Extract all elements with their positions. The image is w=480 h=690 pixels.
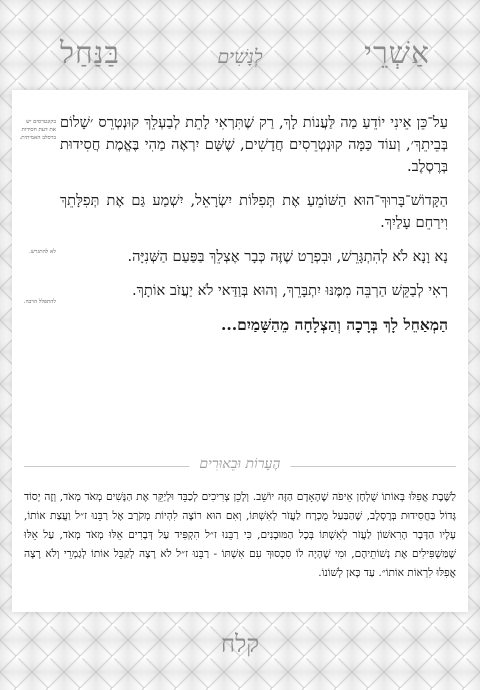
sidenote: להתפלל הרבה. <box>23 299 56 305</box>
paragraph: עַל־כֵּן אֵינִי יוֹדֵעַ מַה לַּעֲנוֹת לָךְ, רַק שֶׁתִּרְאִי לָתֵת לְבַעְלֵךְ קוּנְטְרֵס ׳שָׁלוֹם בְּבֵיתֵךְ׳, וְעוֹד כַּמָּה קוּנְטְרֵסִים חֲדָשִׁים, שֶׁשָּׁם יִרְאֶה מַהִי בֶּאֱמֶת חֲסִידוּת בְּרֶסְלֶב. <box>60 114 448 175</box>
header-right-title: אַשְׁרֵי <box>364 36 430 71</box>
paragraph: נָא וָנָא לֹא לְהִתְגָּרֵשׁ, וּבִפְרָט שֶׁזֶּה כְּבָר אֶצְלֵךְ בַּפַּעַם הַשְּׁנִיָּה. <box>127 248 448 265</box>
page-header <box>0 36 480 76</box>
main-text <box>60 112 448 348</box>
notes-text: לַשֶּׁבֶת אֲפִלּוּ בְּאוֹתוֹ שֻׁלְחָן אֵיפֹה שֶׁהָאָדָם הַזֶּה יוֹשֵׁב. וְלָכֵן צְרִיכִים לְכַבֵּד וּלְיַקֵּר אֶת הַנָּשִׁים מְאֹד מְאֹד, וְזֶה יְסוֹד גָּדוֹל בַּחֲסִידוּת בְּרֶסְלֶב, שֶׁהַבַּעַל מֻכְרָח לַעֲזֹר לְאִשְׁתּוֹ, וְאִם הוּא רוֹצֶה לִהְיוֹת מְקֹרָב אֶל רַבֵּנוּ ז״ל וַעֲצַת אוֹתוֹ, עָלָיו הַדָּבָר הָרִאשׁוֹן לַעֲזֹר לְאִשְׁתּוֹ בְּכָל הַמּוּבָנִים, כִּי רַבֵּנוּ ז״ל הִקְפִּיד עַל דְּבָרִים אֵלּוּ מְאֹד מְאֹד, עַל אֵלּוּ שֶׁמַּשְׁפִּילִים אֶת נְשׁוֹתֵיהֶם, וּמִי שֶׁהָיָה לוֹ סִכְסוּךְ עִם אִשְׁתּוֹ - רַבֵּנוּ ז״ל לֹא רָצָה לְקַבֵּל אוֹתוֹ לְגַמְרֵי וְלֹא רָצָה אֲפִלּוּ לִרְאוֹת אוֹתוֹ״. עַד כָּאן לְשׁוֹנוֹ. <box>24 491 456 579</box>
paragraph: הַקָּדוֹשׁ־בָּרוּךְ־הוּא הַשּׁוֹמֵעַ אֶת תְּפִלּוֹת יִשְׂרָאֵל, יִשְׁמַע גַּם אֶת תְּפִלָּתֵךְ וִירַחֵם עָלַיִךְ. <box>60 192 448 231</box>
notes-title: הֶעָרוֹת וּבֵאוּרִים <box>189 456 290 473</box>
header-left-title: בַּנַּחַל <box>60 36 121 71</box>
page-number: קלח <box>220 630 260 658</box>
sidenote: בקונטרסים יש את דעת חסידות ברסלב האמיתית. <box>19 119 56 141</box>
header-middle-title: לְנָשִׁים <box>217 46 263 68</box>
notes-heading <box>24 456 456 476</box>
paragraph: רְאִי לְבַקֵּשׁ הַרְבֵּה מִמֶּנּוּ יִתְבָּרֵךְ, וְהוּא בְּוַדַּאי לֹא יַעֲזֹב אוֹתָךְ. <box>132 282 448 299</box>
closing-line: הַמְאַחֵל לָךְ בְּרָכָה וְהַצְלָחָה מֵהַשָּׁמַיִם... <box>220 315 448 334</box>
sidenote: לא להתגרש. <box>29 249 56 255</box>
